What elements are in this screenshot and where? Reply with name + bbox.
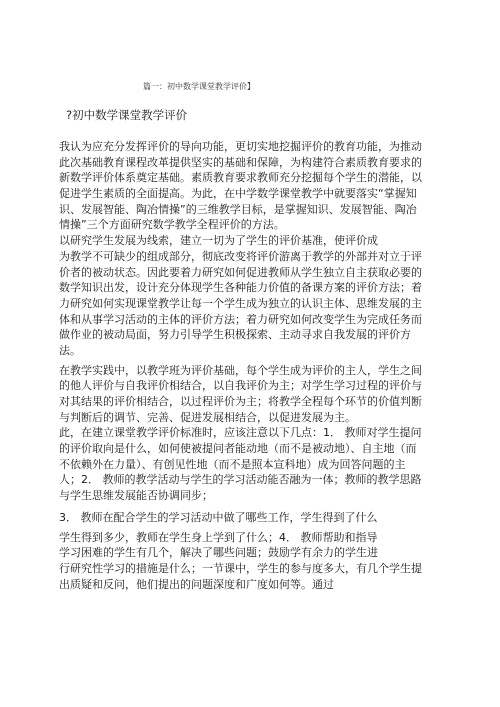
paragraph-line: 力研究如何实现课堂教学让每一个学生成为独立的认识主体、思维发展的主 — [59, 296, 422, 310]
paragraph-line: 价者的被动状态。因此要着力研究如何促进教师从学生独立自主获取必要的 — [59, 265, 422, 279]
paragraph-line: 对其结果的评价相结合，以过程评价为主；将教学全程每个环节的价值判断 — [59, 395, 422, 408]
paragraph-line: 此次基础教育课程改革提供坚实的基础和保障，为构建符合素质教育要求的 — [59, 155, 422, 169]
paragraph-line: 数学知识出发，设计充分体现学生各种能力价值的备课方案的评价方法；着 — [59, 281, 422, 295]
paragraph-line: 在教学实践中，以教学班为评价基础，每个学生成为评价的主人，学生之间 — [59, 363, 422, 377]
header-note: 篇一：初中数学课堂教学评价】 — [143, 82, 255, 91]
paragraph-line: 与学生思维发展能否协调同步； — [59, 489, 213, 503]
paragraph-line: 我认为应充分发挥评价的导向功能，更切实地挖掘评价的教育功能，为推动 — [59, 140, 422, 153]
paragraph-line: 学习困难的学生有几个，解决了哪些问题；鼓励学有余力的学生进 — [59, 546, 378, 560]
paragraph-line: 行研究性学习的措施是什么；一节课中，学生的参与度多大，有几个学生提 — [59, 561, 422, 575]
paragraph-line: 人；2． 教师的教学活动与学生的学习活动能否融为一体；教师的教学思路 — [59, 473, 422, 487]
paragraph-line: 促进学生素质的全面提高。为此，在中学数学课堂教学中就要落实“掌握知 — [59, 187, 417, 201]
paragraph-line: 情操”三个方面研究数学教学全程评价的方法。 — [59, 218, 285, 232]
paragraph-line: 做作业的被动局面，努力引导学生积极探索、主动寻求自我发展的评价方 — [59, 328, 411, 342]
paragraph-line: 体和从事学习活动的主体的评价方法；着力研究如何改变学生为完成任务而 — [59, 312, 422, 326]
paragraph-line: 学生得到多少，教师在学生身上学到了什么；4． 教师帮助和指导 — [59, 530, 378, 544]
paragraph-line: 新数学评价体系奠定基础。素质教育要求教师充分挖掘每个学生的潜能，以 — [59, 171, 422, 185]
paragraph-line: 出质疑和反问，他们提出的问题深度和广度如何等。通过 — [59, 577, 334, 591]
paragraph-line: 3． 教师在配合学生的学习活动中做了哪些工作，学生得到了什么 — [59, 510, 378, 524]
paragraph-line: 为教学不可缺少的组成部分，彻底改变将评价游离于教学的外部并对立于评 — [59, 249, 422, 263]
document-title: ?初中数学课堂教学评价 — [66, 108, 188, 122]
paragraph-line: 的他人评价与自我评价相结合，以自我评价为主；对学生学习过程的评价与 — [59, 379, 422, 393]
paragraph-line: 的评价取向是什么，如何使被提问者能动地（而不是被动地）、自主地（而 — [59, 442, 417, 456]
paragraph-line: 此，在建立课堂教学评价标准时，应该注意以下几点：1． 教师对学生提问 — [59, 426, 422, 440]
paragraph-line: 不依赖外在力量）、有创见性地（而不是照本宣科地）成为回答问题的主 — [59, 457, 406, 471]
document-body — [59, 139, 457, 592]
paragraph-line: 以研究学生发展为线索，建立一切为了学生的评价基准，使评价成 — [59, 234, 378, 248]
paragraph-line: 与判断后的调节、完善、促进发展相结合，以促进发展为主。 — [59, 410, 356, 424]
paragraph-line: 识、发展智能、陶冶情操”的三维教学目标，是掌握知识、发展智能、陶冶 — [59, 202, 417, 216]
paragraph-line: 法。 — [59, 343, 81, 357]
